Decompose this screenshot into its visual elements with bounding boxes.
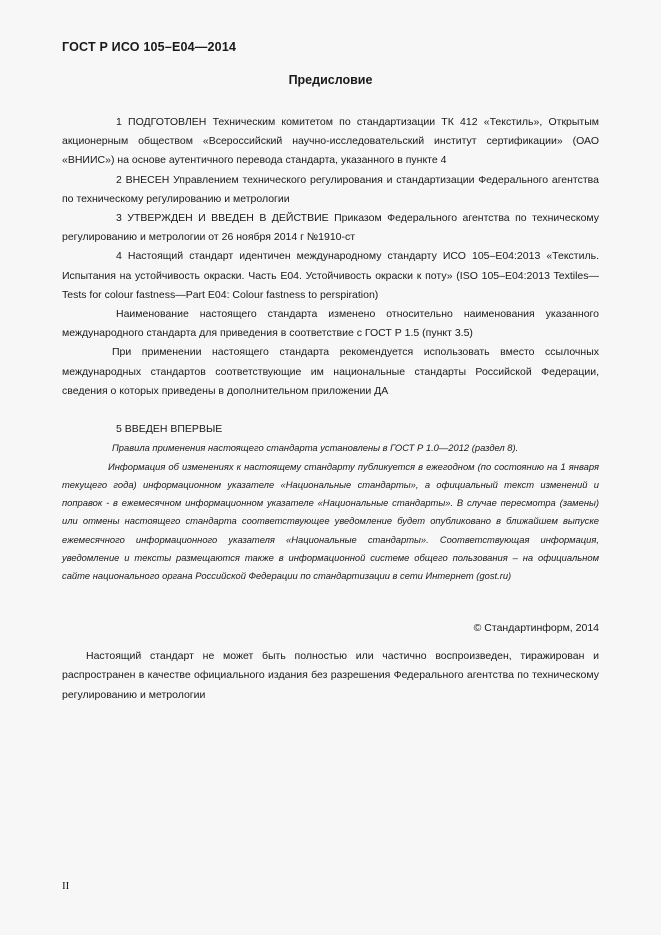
spacer [62,401,599,420]
foreword-body [62,113,599,586]
italic-note-rules: Правила применения настоящего стандарта установлены в ГОСТ Р 1.0—2012 (раздел 8). [112,442,519,454]
paragraph-identical: 4 Настоящий стандарт идентичен международному стандарту ИСО 105–Е04:2013 «Текстиль. Испытания на устойчивость окраски. Часть Е04. Устойчивость окраски к поту» (ISO 105–E04:2013 Textiles—Tests for colour fastness—Part E04: Colour fastness to perspiration) [62,250,599,301]
paragraph-name-changed: Наименование настоящего стандарта изменено относительно наименования указанного международного стандарта для приведения в соответствие с ГОСТ Р 1.5 (пункт 3.5) [62,308,599,340]
paragraph-first-introduced: 5 ВВЕДЕН ВПЕРВЫЕ [116,423,223,436]
reproduction-notice: Настоящий стандарт не может быть полностью или частично воспроизведен, тиражирован и распространен в качестве официального издания без разрешения Федерального агентства по техническому регулированию и метрологии [62,650,599,701]
copyright-line: © Стандартинформ, 2014 [473,622,599,634]
italic-note-changes: Информация об изменениях к настоящему стандарту публикуется в ежегодном (по состоянию на 1 января текущего года) информационном указателе «Национальные стандарты», а официальный текст изменений и поправок - в ежемесячном информационном указателе «Национальные стандарты». В случае пересмотра (замены) или отмены настоящего стандарта соответствующее уведомление будет опубликовано в ближайшем выпуске ежемесячного информационного указателя «Национальные стандарты». Соответствующая информация, уведомление и тексты размещаются также в информационной системе общего пользования – на официальном сайте национального органа Российской Федерации по стандартизации в сети Интернет (gost.ru) [62,460,599,582]
paragraph-approved: 3 УТВЕРЖДЕН И ВВЕДЕН В ДЕЙСТВИЕ Приказом Федерального агентства по техническому регулированию и метрологии от 26 ноября 2014 г №1910-ст [62,212,599,244]
document-header: ГОСТ Р ИСО 105–Е04—2014 [62,40,237,54]
page-number: II [62,880,70,892]
paragraph-introduced: 2 ВНЕСЕН Управлением технического регулирования и стандартизации Федерального агентства по техническому регулированию и метрологии [62,173,599,205]
section-title: Предисловие [288,73,373,87]
paragraph-application: При применении настоящего стандарта рекомендуется использовать вместо ссылочных международных стандартов соответствующие им национальные стандарты Российской Федерации, сведения о которых приведены в дополнительном приложении ДА [62,346,599,397]
paragraph-prepared: 1 ПОДГОТОВЛЕН Техническим комитетом по стандартизации ТК 412 «Текстиль», Открытым акционерным обществом «Всероссийский научно-исследовательский институт сертификации» (ОАО «ВНИИС») на основе аутентичного перевода стандарта, указанного в пункте 4 [62,116,599,167]
